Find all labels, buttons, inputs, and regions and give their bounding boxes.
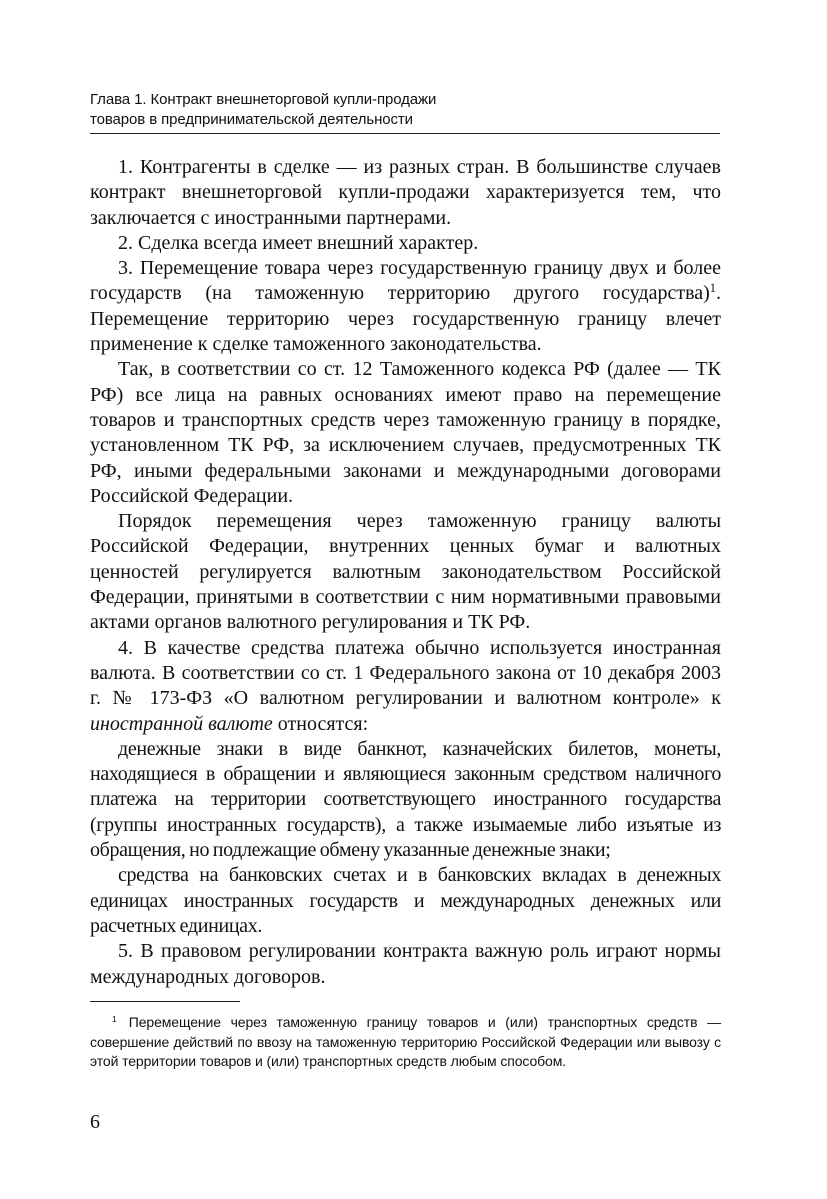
main-text [90, 155, 721, 990]
page-number: 6 [90, 1111, 100, 1133]
paragraph-3-text: 3. Перемещение товара через государственную границу двух и более государств (на таможенную территорию другого государства) [90, 257, 721, 305]
paragraph-5: Порядок перемещения через таможенную границу валюты Российской Федерации, внутренних ценных бумаг и валютных ценностей регулируется валютным законодательством Российской Федерации, принятыми в соответствии с ним нормативными правовыми актами органов валютного регулирования и ТК РФ. [90, 510, 721, 634]
running-header [90, 90, 720, 134]
paragraph-4: Так, в соответствии со ст. 12 Таможенного кодекса РФ (далее — ТК РФ) все лица на равных основаниях имеют право на перемещение товаров и транспортных средств через таможенную границу в порядке, установленном ТК РФ, за исключением случаев, предусмотренных ТК РФ, иными федеральными законами и международными договорами Российской Федерации. [90, 358, 721, 507]
paragraph-1: 1. Контрагенты в сделке — из разных стран. В большинстве случаев контракт внешнеторговой купли-продажи характеризуется тем, что заключается с иностранными партнерами. [90, 156, 721, 229]
paragraph-6-text: 4. В качестве средства платежа обычно используется иностранная валюта. В соответствии со ст. 1 Федерального закона от 10 декабря 2003 г. № 173-ФЗ «О валютном регулировании и валютном контроле» к [90, 636, 721, 710]
footnote-mark: 1 [112, 1014, 117, 1025]
paragraph-3-end: . Перемещение территорию через государственную границу влечет применение к сделке таможенного законодательства. [90, 282, 721, 356]
paragraph-7: денежные знаки в виде банкнот, казначейских билетов, монеты, находящиеся в обращении и являющиеся законным средством наличного платежа на территории соответствующего иностранного государства (группы иностранных государств), а также изымаемые либо изъятые из обращения, но подлежащие обмену указанные денежные знаки; [90, 737, 721, 862]
footnote [90, 1013, 721, 1072]
footnote-text: Перемещение через таможенную границу товаров и (или) транспортных средств — совершение действий по ввозу на таможенную территорию Российской Федерации или вывозу с этой территории товаров и (или) транспортных средств любым способом. [90, 1014, 721, 1069]
paragraph-6-emphasis: иностранной валюте [90, 712, 273, 735]
paragraph-2: 2. Сделка всегда имеет внешний характер. [118, 231, 479, 254]
running-header-line-1: Глава 1. Контракт внешнеторговой купли-продажи [90, 91, 437, 108]
paragraph-6-end: относятся: [272, 712, 369, 735]
footnote-separator [90, 1001, 240, 1002]
paragraph-8: средства на банковских счетах и в банковских вкладах в денежных единицах иностранных государств и международных денежных или расчетных единицах. [90, 864, 721, 937]
paragraph-9: 5. В правовом регулировании контракта важную роль играют нормы международных договоров. [90, 940, 721, 988]
paragraph-3 [90, 256, 721, 357]
footnote-reference: 1 [709, 281, 716, 296]
paragraph-6 [90, 636, 721, 737]
running-header-line-2: товаров в предпринимательской деятельности [90, 111, 413, 128]
